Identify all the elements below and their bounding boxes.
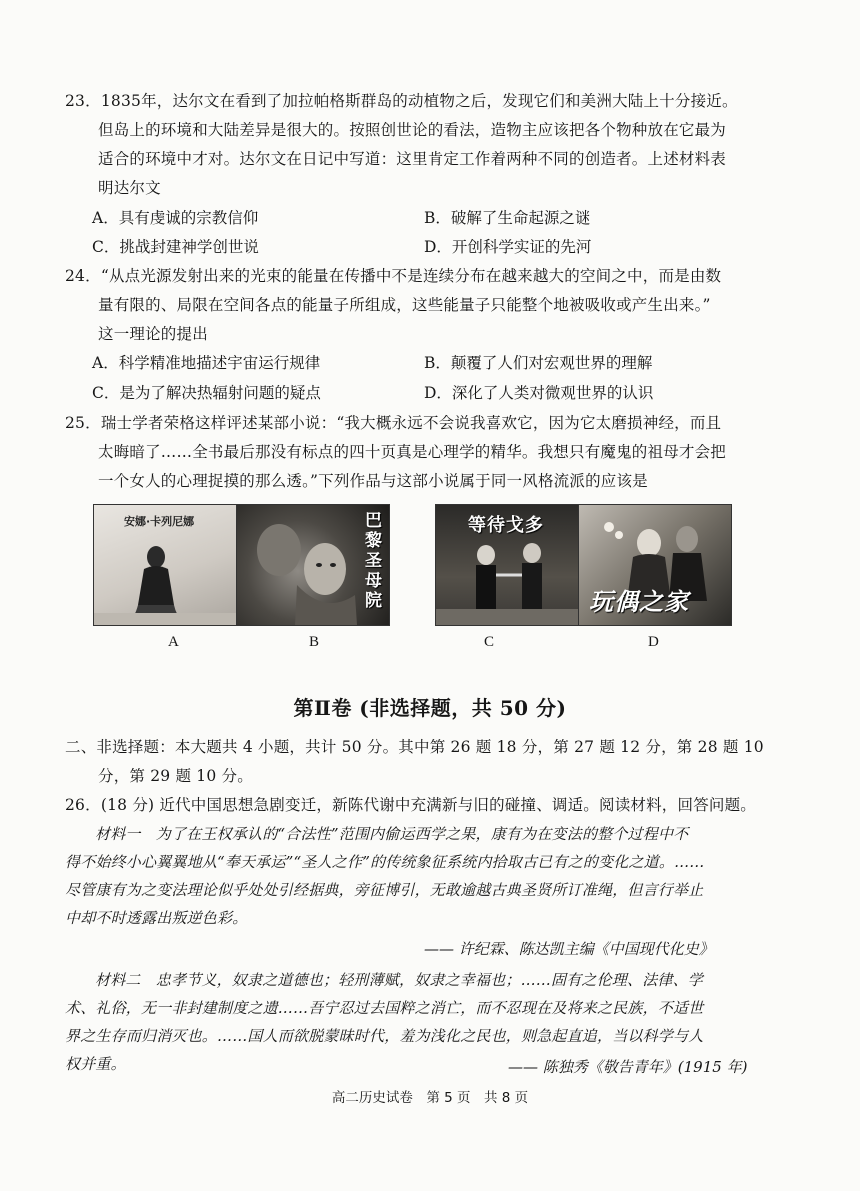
q25-line-1: 25．瑞士学者荣格这样评述某部小说：“我大概永远不会说我喜欢它，因为它太磨损神经，而且 — [65, 414, 722, 432]
q23-line-4: 明达尔文 — [98, 179, 161, 197]
q24-option-b: B．颠覆了人们对宏观世界的理解 — [424, 354, 653, 372]
q23-option-c: C．挑战封建神学创世说 — [92, 238, 259, 256]
picture-c-title: 等待戈多 — [468, 515, 544, 536]
material-2-source: —— 陈独秀《敬告青年》(1915 年) — [508, 1058, 748, 1076]
q24-line-1: 24．“从点光源发射出来的光束的能量在传播中不是连续分布在越来越大的空间之中，而是由数 — [65, 267, 722, 285]
q23-option-d: D．开创科学实证的先河 — [424, 238, 592, 256]
picture-d-a-dolls-house — [578, 504, 732, 626]
q24-line-3: 这一理论的提出 — [98, 325, 208, 343]
picture-a-title: 安娜·卡列尼娜 — [124, 515, 195, 528]
picture-d-title: 玩偶之家 — [589, 588, 689, 616]
picture-b-notre-dame — [236, 504, 390, 626]
q24-option-a: A．科学精准地描述宇宙运行规律 — [92, 354, 321, 372]
picture-b-title: 巴黎圣母院 — [361, 511, 381, 611]
q23-line-1: 23．1835年，达尔文在看到了加拉帕格斯群岛的动植物之后，发现它们和美洲大陆上十分接近。 — [65, 92, 738, 110]
material-2-line-4: 权并重。 — [65, 1055, 126, 1073]
material-1-line-3: 尽管康有为之变法理论似乎处处引经据典，旁征博引，无敢逾越古典圣贤所订准绳，但言行举止 — [65, 881, 704, 899]
material-2-line-1: 材料二 忠孝节义，奴隶之道德也；轻刑薄赋，奴隶之幸福也；……固有之伦理、法律、学 — [95, 971, 704, 989]
material-1-line-2: 得不始终小心翼翼地从“奉天承运”“圣人之作”的传统象征系统内拾取古已有之的变化之道。…… — [65, 853, 705, 871]
material-2-line-2: 术、礼俗，无一非封建制度之遗……吾宁忍过去国粹之消亡，而不忍现在及将来之民族，不适世 — [65, 999, 704, 1017]
material-1-line-1: 材料一 为了在王权承认的“合法性”范围内偷运西学之果，康有为在变法的整个过程中不 — [95, 825, 689, 843]
picture-c-waiting-for-godot — [435, 504, 589, 626]
picture-d-label: D — [648, 634, 659, 650]
q24-line-2: 量有限的、局限在空间各点的能量子所组成，这些能量子只能整个地被吸收或产生出来。” — [98, 296, 711, 314]
picture-a-anna-karenina — [93, 504, 247, 626]
q24-option-c: C．是为了解决热辐射问题的疑点 — [92, 384, 321, 402]
q25-line-3: 一个女人的心理捉摸的那么透。”下列作品与这部小说属于同一风格流派的应该是 — [98, 472, 648, 490]
q23-option-b: B．破解了生命起源之谜 — [424, 209, 591, 227]
woman-figure-illustration — [94, 505, 246, 625]
material-1-line-4: 中却不时透露出叛逆色彩。 — [65, 909, 248, 927]
q25-line-2: 太晦暗了……全书最后那没有标点的四十页真是心理学的精华。我想只有魔鬼的祖母才会把 — [98, 443, 727, 461]
picture-c-label: C — [484, 634, 495, 650]
section-2-title: 第Ⅱ卷 (非选择题，共 50 分) — [293, 696, 567, 720]
page-footer: 高二历史试卷 第 5 页 共 8 页 — [331, 1090, 529, 1106]
q23-line-2: 但岛上的环境和大陆差异是很大的。按照创世论的看法，造物主应该把各个物种放在它最为 — [98, 121, 727, 139]
q26-stem: 26．(18 分) 近代中国思想急剧变迁，新陈代谢中充满新与旧的碰撞、调适。阅读材料，回答问题。 — [65, 796, 756, 814]
q23-line-3: 适合的环境中才对。达尔文在日记中写道：这里肯定工作着两种不同的创造者。上述材料表 — [98, 150, 727, 168]
material-1-source: —— 许纪霖、陈达凯主编《中国现代化史》 — [424, 940, 714, 958]
picture-b-label: B — [309, 634, 320, 650]
actors-illustration — [436, 505, 588, 625]
picture-a-label: A — [168, 634, 179, 650]
q24-option-d: D．深化了人类对微观世界的认识 — [424, 384, 654, 402]
section-2-intro-line-1: 二、非选择题：本大题共 4 小题，共计 50 分。其中第 26 题 18 分，第 27 题 12 分，第 28 题 10 — [65, 738, 764, 756]
section-2-intro-line-2: 分，第 29 题 10 分。 — [98, 767, 253, 785]
q23-option-a: A．具有虔诚的宗教信仰 — [92, 209, 259, 227]
material-2-line-3: 界之生存而归消灭也。……国人而欲脱蒙昧时代，羞为浅化之民也，则急起直追，当以科学与人 — [65, 1027, 704, 1045]
